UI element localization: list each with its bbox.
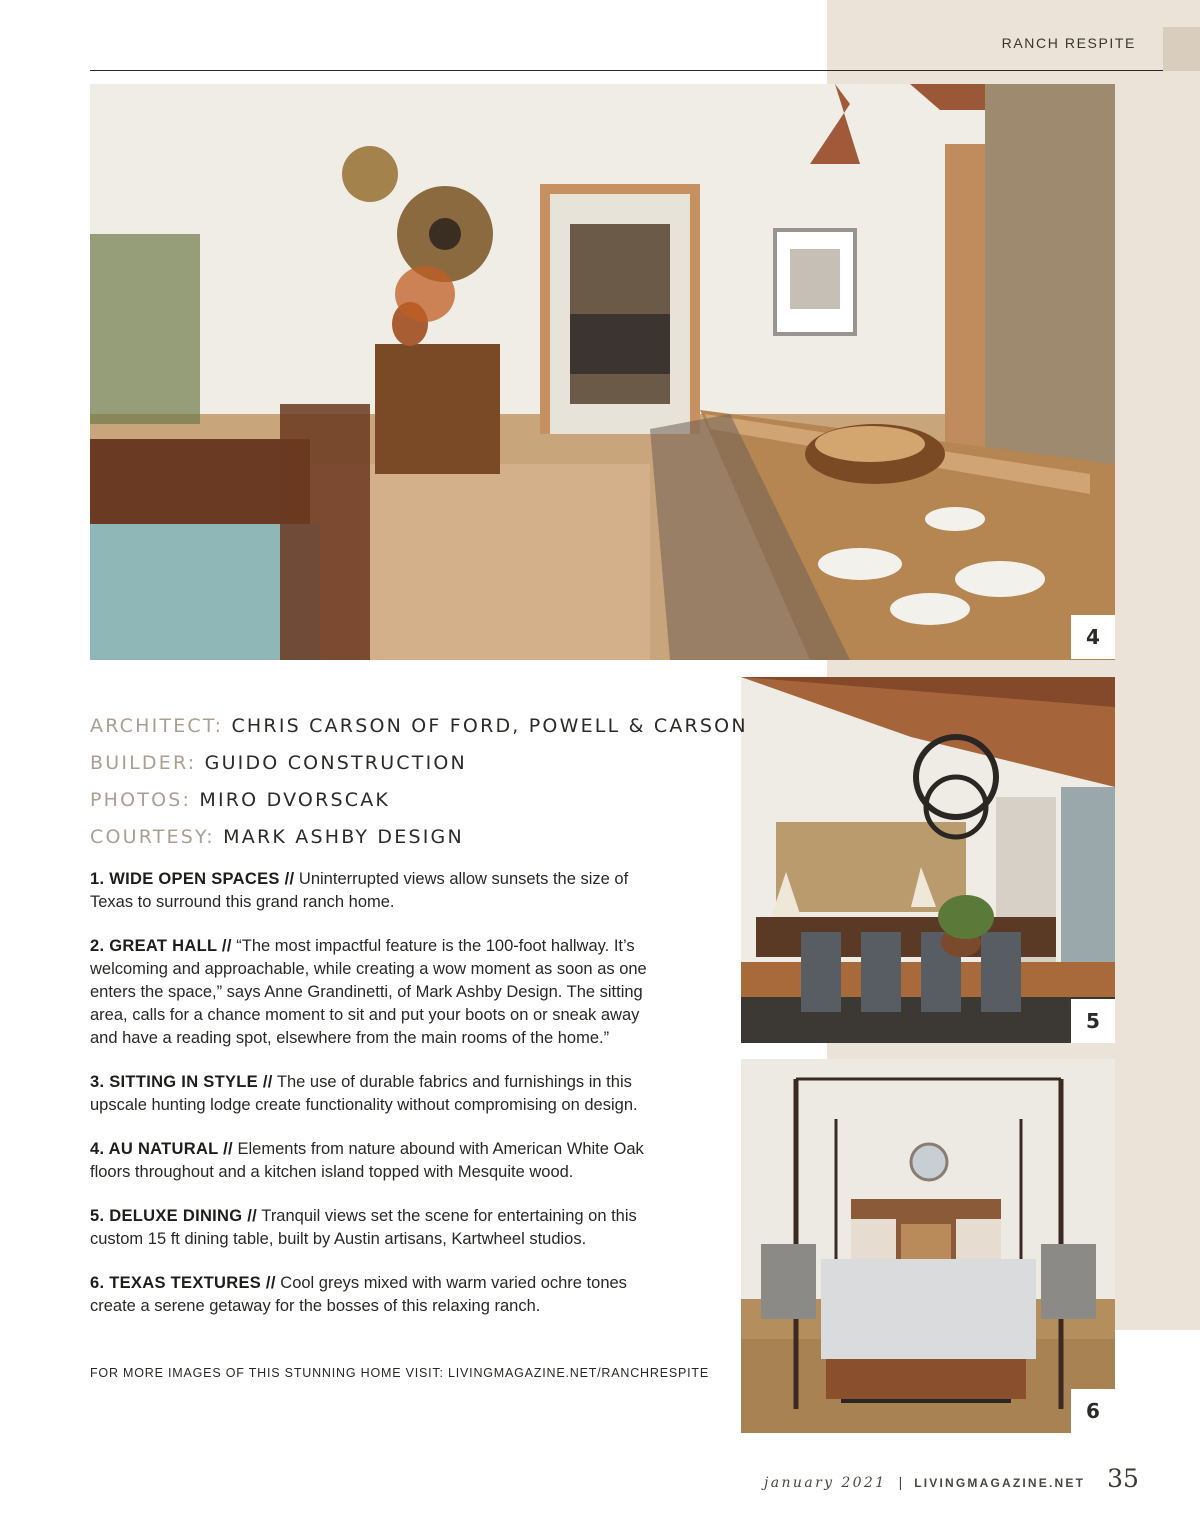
caption-heading: 5. DELUXE DINING // xyxy=(90,1207,258,1225)
header-rule xyxy=(90,70,1163,71)
credit-value: MARK ASHBY DESIGN xyxy=(223,826,464,848)
section-label: RANCH RESPITE xyxy=(1001,35,1136,51)
photo-bedroom xyxy=(741,1059,1115,1433)
caption-6 xyxy=(90,1272,660,1318)
caption-text: Elements from nature abound with American White Oak floors throughout and a kitchen island topped with Mesquite wood. xyxy=(90,1140,644,1181)
credit-photos xyxy=(90,782,748,819)
credit-label: PHOTOS: xyxy=(90,789,192,811)
page-number: 35 xyxy=(1107,1464,1139,1493)
issue-date: january 2021 xyxy=(764,1475,887,1491)
caption-1 xyxy=(90,868,660,914)
captions-list xyxy=(90,868,660,1339)
section-tab xyxy=(1163,27,1200,71)
footer-separator: | xyxy=(898,1474,903,1490)
caption-heading: 6. TEXAS TEXTURES // xyxy=(90,1274,276,1292)
more-images-note: FOR MORE IMAGES OF THIS STUNNING HOME VISIT: LIVINGMAGAZINE.NET/RANCHRESPITE xyxy=(90,1366,709,1380)
credit-value: CHRIS CARSON OF FORD, POWELL & CARSON xyxy=(231,715,748,737)
photo-number-5: 5 xyxy=(1071,999,1115,1043)
caption-text: “The most impactful feature is the 100-foot hallway. It’s welcoming and approachable, while creating a wow moment as soon as one enters the space,” says Anne Grandinetti, of Mark Ashby Design. The sitting area, calls for a chance moment to sit and put your boots on or sneak away and have a reading spot, elsewhere from the main rooms of the home.” xyxy=(90,937,647,1047)
caption-text: Uninterrupted views allow sunsets the size of Texas to surround this grand ranch home. xyxy=(90,870,629,911)
website-link[interactable]: LIVINGMAGAZINE.NET xyxy=(914,1476,1086,1490)
caption-text: Tranquil views set the scene for entertaining on this custom 15 ft dining table, built by Austin artisans, Kartwheel studios. xyxy=(90,1207,637,1248)
photo-number-4: 4 xyxy=(1071,615,1115,659)
credit-label: BUILDER: xyxy=(90,752,197,774)
photo-dining-room xyxy=(741,677,1115,1043)
caption-text: Cool greys mixed with warm varied ochre tones create a serene getaway for the bosses of this relaxing ranch. xyxy=(90,1274,627,1315)
caption-2 xyxy=(90,935,660,1050)
caption-heading: 2. GREAT HALL // xyxy=(90,937,232,955)
credit-architect xyxy=(90,708,748,745)
caption-5 xyxy=(90,1205,660,1251)
caption-heading: 4. AU NATURAL // xyxy=(90,1140,233,1158)
credit-label: COURTESY: xyxy=(90,826,215,848)
caption-heading: 1. WIDE OPEN SPACES // xyxy=(90,870,295,888)
caption-heading: 3. SITTING IN STYLE // xyxy=(90,1073,273,1091)
credits-block xyxy=(90,708,748,856)
caption-4 xyxy=(90,1138,660,1184)
page-footer xyxy=(764,1464,1139,1493)
credit-label: ARCHITECT: xyxy=(90,715,224,737)
caption-3 xyxy=(90,1071,660,1117)
photo-number-6: 6 xyxy=(1071,1389,1115,1433)
credit-courtesy xyxy=(90,819,748,856)
caption-text: The use of durable fabrics and furnishings in this upscale hunting lodge create functionality without compromising on design. xyxy=(90,1073,638,1114)
credit-builder xyxy=(90,745,748,782)
credit-value: GUIDO CONSTRUCTION xyxy=(204,752,467,774)
photo-dining-kitchen xyxy=(90,84,1115,660)
credit-value: MIRO DVORSCAK xyxy=(199,789,391,811)
